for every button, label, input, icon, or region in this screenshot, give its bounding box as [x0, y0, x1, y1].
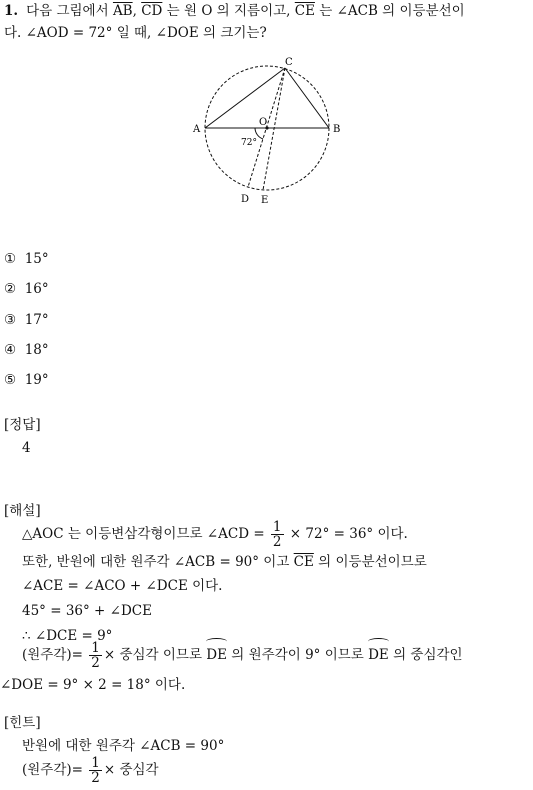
- arc-de-2: DE: [368, 641, 389, 669]
- explanation-line-1: △AOC 는 이등변삼각형이므로 ∠ACD = $\frac{1}{2}$ × 72° = 36° 이다.: [22, 519, 408, 550]
- label-a: A: [193, 124, 201, 135]
- label-o: O: [259, 117, 268, 128]
- segment-ce-2: $\overline{CE}$: [293, 554, 314, 570]
- question-line-2: 다. ∠AOD = 72° 일 때, ∠DOE 의 크기는?: [4, 25, 267, 41]
- angle-label: 72°: [241, 138, 257, 148]
- explanation-heading: [해설]: [4, 503, 41, 519]
- question-number: 1.: [4, 3, 19, 19]
- label-c: C: [285, 57, 293, 68]
- hint-line-1: 반원에 대한 원주각 ∠ACB = 90°: [22, 738, 225, 754]
- option-2-text: 16°: [24, 281, 49, 297]
- option-4[interactable]: [4, 341, 49, 359]
- option-5-text: 19°: [24, 372, 49, 388]
- fraction-half: $\frac{1}{2}$: [272, 519, 282, 550]
- option-3[interactable]: [4, 311, 49, 329]
- hint-line-2: (원주각)= $\frac{1}{2}$ × 중심각: [22, 755, 159, 786]
- explanation-line-3: ∠ACE = ∠ACO + ∠DCE 이다.: [22, 578, 223, 594]
- explanation-line-6: (원주각)= $\frac{1}{2}$ × 중심각 이므로 DE 의 원주각이 9° 이므로 DE 의 중심각인: [22, 640, 463, 671]
- explanation-line-2: 또한, 반원에 대한 원주각 ∠ACB = 90° 이고 $\overline{CE}$ 의 이등분선이므로: [22, 554, 427, 570]
- fraction-half-2: $\frac{1}{2}$: [91, 640, 100, 671]
- answer-heading: [정답]: [4, 417, 41, 433]
- option-1[interactable]: [4, 250, 49, 268]
- option-5[interactable]: [4, 371, 49, 389]
- fraction-half-3: $\frac{1}{2}$: [91, 755, 100, 786]
- option-3-marker: ③: [4, 312, 17, 328]
- explanation-line-4: 45° = 36° + ∠DCE: [22, 603, 152, 619]
- segment-ce: $\overline{CE}$: [294, 3, 315, 19]
- segment-cd: $\overline{CD}$: [141, 3, 163, 19]
- option-3-text: 17°: [24, 312, 49, 328]
- chord-bc: [285, 68, 329, 128]
- label-d: D: [241, 194, 250, 205]
- option-2-marker: ②: [4, 281, 17, 297]
- question-line-1: 1. 다음 그림에서 $\overline{AB}$, $\overline{CD}$ 는 원 O 의 지름이고, $\overline{CE}$ 는 ∠ACB 의 이등분선이: [4, 3, 465, 19]
- label-b: B: [333, 124, 341, 135]
- label-e: E: [261, 195, 269, 206]
- option-5-marker: ⑤: [4, 372, 17, 388]
- segment-ab: $\overline{AB}$: [112, 3, 133, 19]
- option-4-text: 18°: [24, 342, 49, 358]
- hint-heading: [힌트]: [4, 715, 41, 731]
- option-2[interactable]: [4, 280, 49, 298]
- chord-ac: [205, 68, 285, 128]
- answer-value: 4: [22, 440, 31, 456]
- option-1-marker: ①: [4, 251, 17, 267]
- arc-de: DE: [206, 641, 227, 669]
- option-1-text: 15°: [24, 251, 49, 267]
- geometry-figure: [185, 50, 355, 210]
- explanation-line-7: ∠DOE = 9° × 2 = 18° 이다.: [0, 677, 186, 693]
- explanation-line-5: ∴ ∠DCE = 9°: [22, 628, 113, 644]
- option-4-marker: ④: [4, 342, 17, 358]
